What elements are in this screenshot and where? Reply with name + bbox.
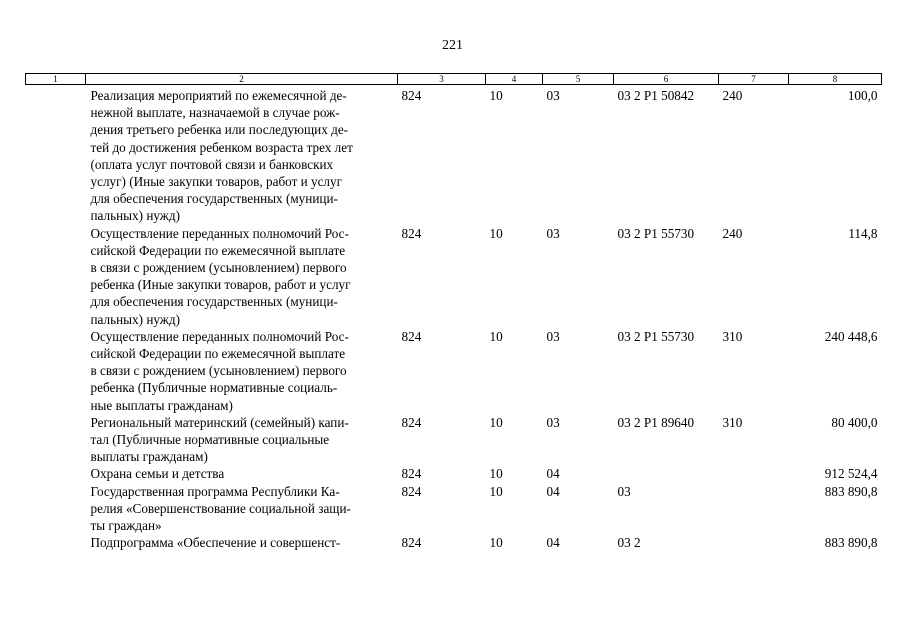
cell-name-line: услуг) (Иные закупки товаров, работ и услуг [90,174,343,190]
cell-rz: 10 [489,225,503,241]
cell-name-line: ты граждан» [90,518,162,534]
cell-sum: 80 400,0 [831,414,878,430]
cell-ved: 824 [401,535,422,551]
cell-name-line: тал (Публичные нормативные социальные [90,432,330,448]
cell-rz: 10 [489,414,503,430]
cell-vr: 240 [722,225,743,241]
cell-rz: 10 [489,466,503,482]
cell-ved: 824 [401,414,422,430]
cell-name-line: выплаты гражданам) [90,449,208,465]
cell-vr: 310 [722,414,743,430]
cell-sum: 100,0 [847,88,878,103]
cell-name-line: в связи с рождением (усыновлением) первого [90,363,347,379]
cell-pr: 04 [546,483,560,499]
cell-sum: 883 890,8 [824,535,878,551]
cell-empty [26,225,86,328]
cell-name [86,534,398,551]
cell-csr: 03 2 P1 55730 [617,225,695,241]
cell-name-line: пальных) нужд) [90,208,181,224]
column-number: 3 [398,74,486,85]
cell-name-line: ребенка (Иные закупки товаров, работ и услуг [90,277,351,293]
cell-name-line: пальных) нужд) [90,311,181,327]
column-number: 6 [614,74,719,85]
cell-empty [26,465,86,482]
cell-name [86,465,398,482]
table-row [26,414,882,466]
cell-sum: 912 524,4 [824,466,878,482]
cell-empty [26,328,86,414]
table-row [26,534,882,551]
cell-empty [26,483,86,535]
cell-name-line: ные выплаты гражданам) [90,397,233,413]
cell-sum: 883 890,8 [824,483,878,499]
cell-name-line: Осуществление переданных полномочий Рос- [90,225,349,241]
cell-rz: 10 [489,88,503,103]
cell-name-line: релия «Совершенствование социальной защи- [90,500,351,516]
cell-pr: 04 [546,535,560,551]
cell-empty [26,414,86,466]
cell-name-line: Подпрограмма «Обеспечение и совершенст- [90,535,341,551]
cell-name [86,225,398,328]
cell-empty [26,534,86,551]
cell-pr: 03 [546,88,560,103]
cell-name-line: Охрана семьи и детства [90,466,225,482]
cell-name [86,414,398,466]
cell-name [86,328,398,414]
cell-name-line: Осуществление переданных полномочий Рос- [90,328,349,344]
cell-name-line: Государственная программа Республики Ка- [90,483,340,499]
cell-csr: 03 2 P1 55730 [617,328,695,344]
column-number: 7 [719,74,789,85]
cell-rz: 10 [489,483,503,499]
table-body [26,85,882,552]
column-number: 8 [789,74,882,85]
cell-name-line: для обеспечения государственных (муници- [90,191,338,207]
column-number-row [26,74,882,85]
cell-pr: 03 [546,328,560,344]
cell-csr: 03 2 P1 50842 [617,88,695,103]
table-row [26,225,882,328]
cell-ved: 824 [401,483,422,499]
cell-name [86,85,398,225]
cell-name-line: сийской Федерации по ежемесячной выплате [90,242,346,258]
cell-vr [719,534,789,551]
table-row [26,483,882,535]
cell-name-line: для обеспечения государственных (муници- [90,294,338,310]
cell-name-line: Реализация мероприятий по ежемесячной де- [90,88,347,103]
cell-csr: 03 2 P1 89640 [617,414,695,430]
cell-vr: 310 [722,328,743,344]
cell-ved: 824 [401,466,422,482]
cell-vr [719,483,789,535]
cell-rz: 10 [489,535,503,551]
cell-pr: 03 [546,414,560,430]
cell-ved: 824 [401,88,422,103]
cell-name-line: (оплата услуг почтовой связи и банковских [90,156,334,172]
column-number: 2 [86,74,398,85]
cell-csr: 03 [617,483,631,499]
table-row [26,465,882,482]
budget-table [25,73,882,551]
cell-empty [26,85,86,225]
cell-name-line: тей до достижения ребенком возраста трех лет [90,139,353,155]
cell-ved: 824 [401,328,422,344]
cell-name [86,483,398,535]
table-row [26,85,882,225]
cell-sum: 114,8 [848,225,878,241]
cell-name-line: ребенка (Публичные нормативные социаль- [90,380,338,396]
column-number: 5 [543,74,614,85]
table-row [26,328,882,414]
cell-sum: 240 448,6 [824,328,878,344]
cell-name-line: нежной выплате, назначаемой в случае рож- [90,105,340,121]
cell-vr: 240 [722,88,743,103]
cell-name-line: Региональный материнский (семейный) капи- [90,414,349,430]
cell-name-line: в связи с рождением (усыновлением) первого [90,260,347,276]
cell-csr [614,465,719,482]
cell-csr: 03 2 [617,535,641,551]
page-number: 221 [442,38,463,53]
column-number: 1 [26,74,86,85]
column-number: 4 [486,74,543,85]
cell-rz: 10 [489,328,503,344]
cell-vr [719,465,789,482]
cell-ved: 824 [401,225,422,241]
cell-pr: 04 [546,466,560,482]
cell-name-line: сийской Федерации по ежемесячной выплате [90,346,346,362]
cell-pr: 03 [546,225,560,241]
cell-name-line: дения третьего ребенка или последующих де- [90,122,349,138]
